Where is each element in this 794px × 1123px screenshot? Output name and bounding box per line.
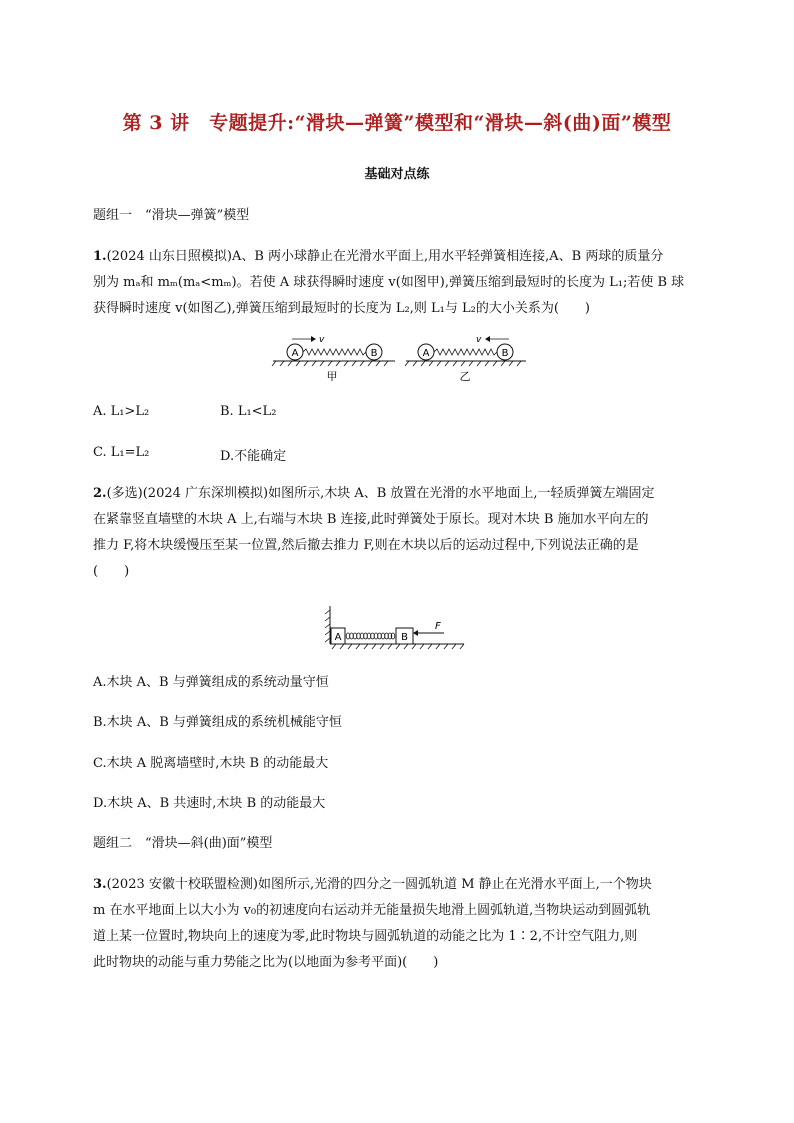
group-heading-1: 题组一 “滑块—弹簧”模型 [93,208,250,223]
spring [346,633,395,639]
question-2-line-2: 在紧靠竖直墙壁的木块 A 上,右端与木块 B 连接,此时弹簧处于原长。现对木块 B 施加水平向左的 [93,512,649,527]
q1-option-c: C. L₁=L₂ [93,445,150,460]
question-1-line-1: 1.(2024 山东日照模拟)A、B 两小球静止在光滑水平面上,用水平轻弹簧相连接,A、B 两球的质量分 [93,249,664,264]
question-3-line-3: 道上某一位置时,物块向上的速度为零,此时物块与圆弧轨道的动能之比为 1∶2,不计空气阻力,则 [93,929,638,944]
spring-jia [303,349,366,355]
question-2-figure [322,604,468,652]
group-heading-2: 题组二 “滑块—斜(曲)面”模型 [93,836,273,851]
spring-yi [434,349,497,355]
block-b-label: B [401,632,408,643]
question-2-line-1: 2.(多选)(2024 广东深圳模拟)如图所示,木块 A、B 放置在光滑的水平地面上,一轻质弹簧左端固定 [93,486,655,501]
question-3-line-4: 此时物块的动能与重力势能之比为(以地面为参考平面)( ) [93,955,439,970]
q2-option-d: D.木块 A、B 共速时,木块 B 的动能最大 [93,796,326,811]
block-a-label: A [334,632,342,643]
q1-option-d: D.不能确定 [220,449,287,464]
question-1-line-2: 别为 mₐ和 mₘ(mₐ<mₘ)。若使 A 球获得瞬时速度 v(如图甲),弹簧压缩到最短时的长度为 L₁;若使 B 球 [93,275,685,290]
question-2-line-3: 推力 F,将木块缓慢压至某一位置,然后撤去推力 F,则在木块以后的运动过程中,下列说法正确的是 [93,538,639,553]
q2-option-b: B.木块 A、B 与弹簧组成的系统机械能守恒 [93,715,342,730]
question-1-line-3: 获得瞬时速度 v(如图乙),弹簧压缩到最短时的长度为 L₂,则 L₁与 L₂的大小关系为( ) [93,301,590,316]
question-2-line-4: ( ) [93,564,130,579]
q2-option-a: A.木块 A、B 与弹簧组成的系统动量守恒 [93,675,329,690]
velocity-label-yi: v [476,335,482,345]
q1-option-a: A. L₁>L₂ [93,404,150,419]
q1-option-b: B. L₁<L₂ [220,404,277,419]
page-title: 第 3 讲 专题提升:“滑块—弹簧”模型和“滑块—斜(曲)面”模型 [122,112,672,134]
question-1 [93,244,703,322]
question-3-number: 3. [93,877,107,892]
figure-label-yi: 乙 [459,370,471,382]
ball-a-label-jia: A [291,348,299,359]
ball-b-label-yi: B [501,348,509,359]
question-1-figure [268,330,528,382]
question-3-line-2: m 在水平地面上以大小为 v₀的初速度向右运动并无能量损失地滑上圆弧轨道,当物块运动到圆弧轨 [93,903,651,918]
velocity-label-jia: v [319,335,325,345]
figure-label-jia: 甲 [326,370,338,382]
question-1-number: 1. [93,249,107,264]
ball-a-label-yi: A [422,348,430,359]
section-subtitle: 基础对点练 [364,167,430,182]
question-2-number: 2. [93,486,107,501]
question-3-line-1: 3.(2023 安徽十校联盟检测)如图所示,光滑的四分之一圆弧轨道 M 静止在光滑水平面上,一个物块 [93,877,652,892]
q2-option-c: C.木块 A 脱离墙壁时,木块 B 的动能最大 [93,756,329,771]
force-label: F [435,621,441,632]
question-3 [93,872,703,976]
question-2 [93,481,703,585]
ball-b-label-jia: B [370,348,378,359]
